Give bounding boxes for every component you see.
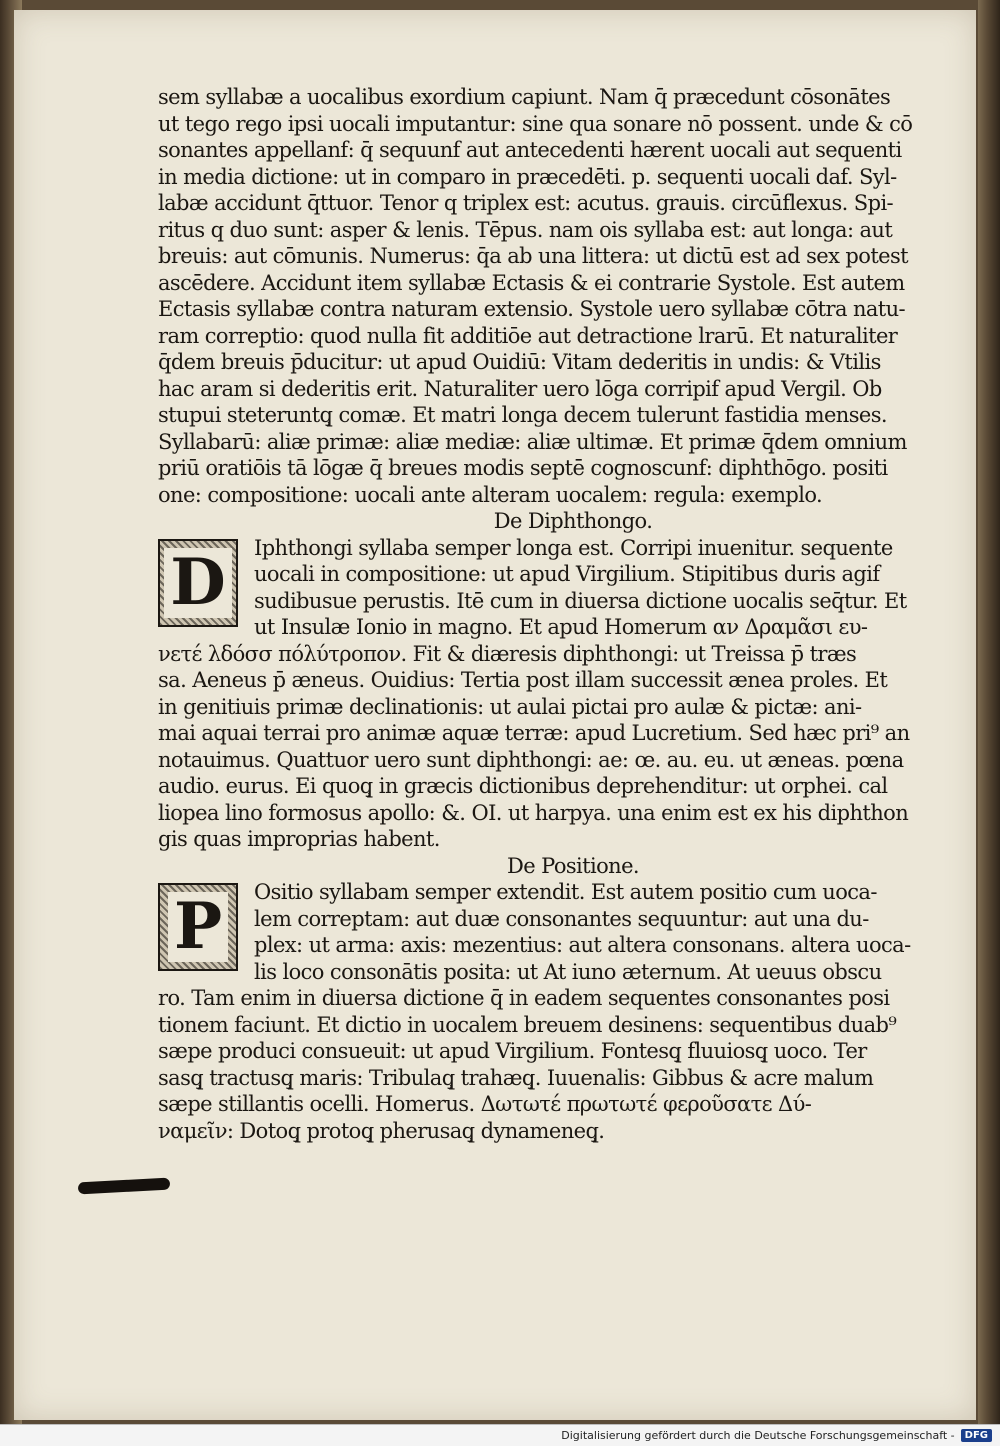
text-line: Iphthongi syllaba semper longa est. Corripi inuenitur. sequente	[254, 535, 893, 560]
paragraph-syllables	[158, 84, 948, 508]
text-line: gis quas improprias habent.	[158, 827, 440, 851]
text-line: νετέ λδόσσ πόλύτροπον. Fit & diæresis diphthongi: ut Treissa p̄ træs	[158, 641, 857, 666]
text-line: stupui steteruntq̧ comæ. Et matri longa decem tulerunt fastidia menses.	[158, 403, 887, 427]
text-line: mai aquai terrai pro animæ aquæ terræ: apud Lucretium. Sed hæc pri⁹ an	[158, 721, 910, 745]
text-line: Ectasis syllabæ contra naturam extensio. Systole uero syllabæ cōtra natu-	[158, 297, 906, 321]
page-text	[158, 84, 948, 1144]
text-line: ro. Tam enim in diuersa dictione q̄ in eadem sequentes consonantes posi	[158, 986, 890, 1010]
text-line: in media dictione: ut in comparo in præcedēti. p. sequenti uocali daf. Syl-	[158, 164, 897, 189]
text-line: ναμεῖν: Dotoq̧ protoq̧ pherusaq̧ dynameneq̧.	[158, 1118, 605, 1143]
text-line: Ositio syllabam semper extendit. Est autem positio cum uoca-	[254, 880, 877, 904]
text-line: ritus q duo sunt: asper & lenis. Tēpus. nam ois syllaba est: aut longa: aut	[158, 217, 893, 242]
text-line: q̄dem breuis p̄ducitur: ut apud Ouidiū: Vitam dederitis in undis: & Vtilis	[158, 350, 881, 374]
text-line: breuis: aut cōmunis. Numerus: q̄a ab una littera: ut dictū est ad sex potest	[158, 244, 908, 268]
text-line: in genitiuis primæ declinationis: ut aulai pictai pro aulæ & pictæ: ani-	[158, 694, 862, 719]
text-line: notauimus. Quattuor uero sunt diphthongi: ae: œ. au. eu. ut æneas. pœna	[158, 747, 904, 772]
text-line: sem syllabæ a uocalibus exordium capiunt. Nam q̄ præcedunt cōsonātes	[158, 85, 891, 109]
footer-text: Digitalisierung gefördert durch die Deutsche Forschungsgemeinschaft -	[561, 1429, 955, 1442]
text-line: priū oratiōis tā lōgæ q̄ breues modis septē cognoscunf: diphthōgo. positi	[158, 456, 888, 480]
section-positione	[158, 879, 948, 1144]
text-line: sonantes appellanf: q̄ sequunf aut antecedenti hærent uocali aut sequenti	[158, 138, 902, 162]
text-line: ut Insulæ Ionio in magno. Et apud Homerum αν Δραμᾶσι ευ-	[254, 615, 868, 639]
text-line: audio. eurus. Ei quoq̧ in græcis dictionibus deprehenditur: ut orphei. cal	[158, 774, 888, 798]
text-line: hac aram si dederitis erit. Naturaliter uero lōga corripif apud Vergil. Ob	[158, 376, 882, 401]
text-line: ut tego rego ipsi uocali imputantur: sine qua sonare nō possent. unde & cō	[158, 111, 913, 136]
text-line: sasq̧ tractusq̧ maris: Tribulaq̧ trahæq̧. Iuuenalis: Gibbus & acre malum	[158, 1065, 874, 1090]
section-heading-diphthongo: De Diphthongo.	[493, 509, 653, 533]
text-line: sæpe stillantis ocelli. Homerus. Δωτωτέ πρωτωτέ φεροῦσατε Δύ-	[158, 1092, 812, 1116]
dfg-logo-icon: DFG	[961, 1429, 992, 1442]
decorated-initial-d: D	[158, 539, 238, 627]
section-heading-positione: De Positione.	[507, 853, 639, 878]
text-line: ascēdere. Accidunt item syllabæ Ectasis & ei contrarie Systole. Est autem	[158, 270, 905, 295]
decorated-initial-p: P	[158, 883, 238, 971]
text-line: one: compositione: uocali ante alteram uocalem: regula: exemplo.	[158, 482, 823, 507]
text-line: Syllabarū: aliæ primæ: aliæ mediæ: aliæ ultimæ. Et primæ q̄dem omnium	[158, 429, 907, 454]
text-line: tionem faciunt. Et dictio in uocalem breuem desinens: sequentibus duab⁹	[158, 1012, 897, 1037]
text-line: lis loco consonātis posita: ut At iuno æternum. At ueuus obscu	[254, 959, 882, 984]
text-line: uocali in compositione: ut apud Virgilium. Stipitibus duris agif	[254, 562, 880, 586]
digitization-footer	[0, 1424, 1000, 1446]
scan-edge-right	[978, 0, 1000, 1424]
text-line: sudibusue perustis. Itē cum in diuersa dictione uocalis seq̄tur. Et	[254, 588, 907, 613]
section-diphthongo	[158, 535, 948, 853]
text-line: liopea lino formosus apollo: &. OI. ut harpya. una enim est ex his diphthon	[158, 800, 909, 825]
text-line: sæpe produci consueuit: ut apud Virgilium. Fontesq̧ fluuiosq̧ uoco. Ter	[158, 1039, 867, 1063]
text-line: ram correptio: quod nulla fit additiōe aut detractione lrarū. Et naturaliter	[158, 323, 898, 348]
text-line: lem correptam: aut duæ consonantes sequuntur: aut una du-	[254, 906, 869, 931]
text-line: labæ accidunt q̄ttuor. Tenor q triplex est: acutus. grauis. circūflexus. Spi-	[158, 191, 894, 215]
text-line: sa. Aeneus p̄ æneus. Ouidius: Tertia post illam successit ænea proles. Et	[158, 668, 888, 692]
text-line: plex: ut arma: axis: mezentius: aut altera consonans. altera uoca-	[254, 933, 911, 957]
